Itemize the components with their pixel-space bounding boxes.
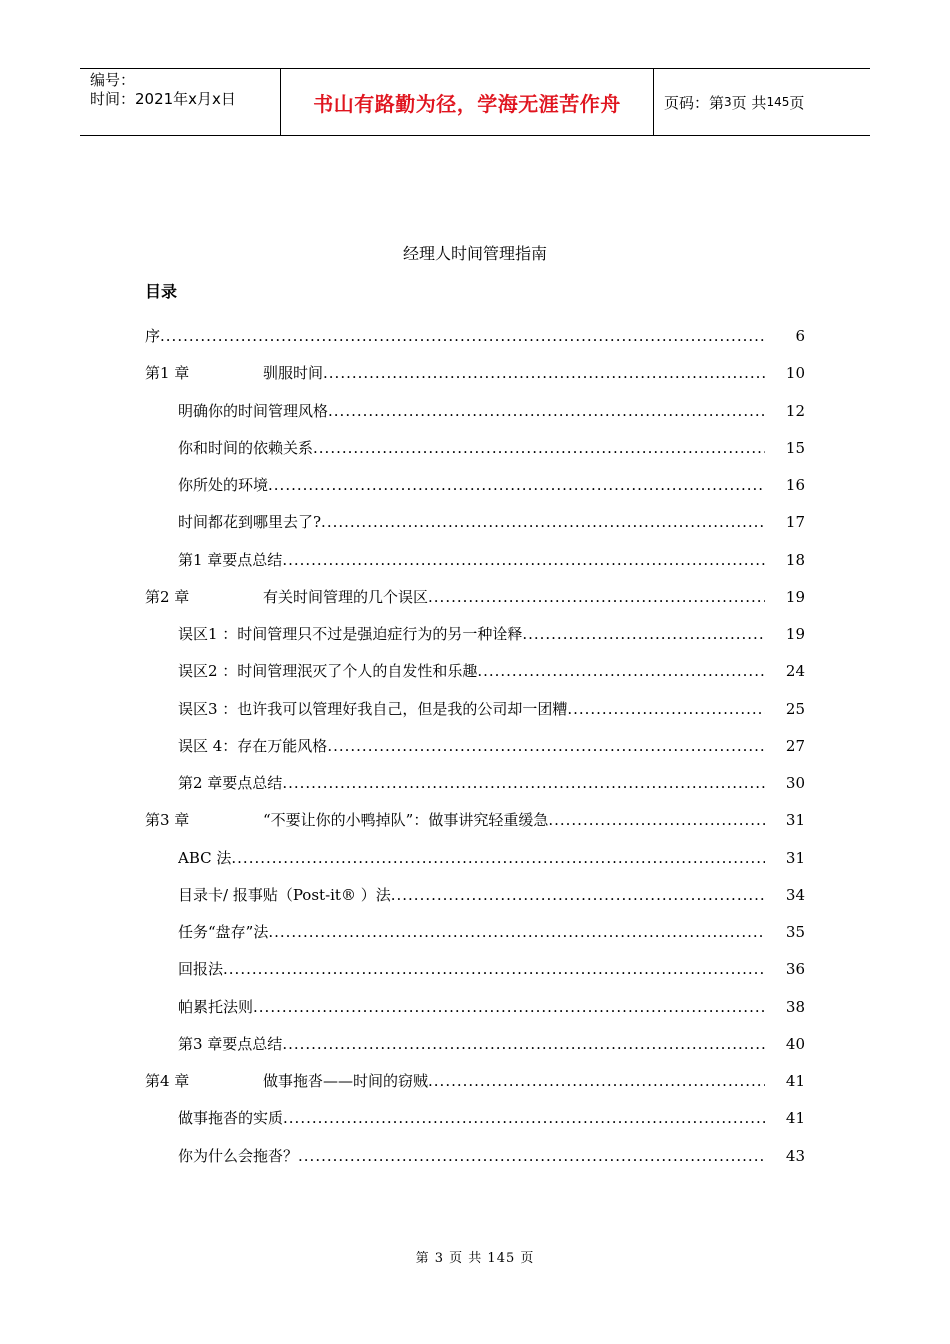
toc-page-number: 12 — [785, 401, 805, 420]
toc-entry-line — [178, 884, 765, 906]
page-label-mid: 页 共 — [731, 93, 767, 112]
toc-entry[interactable] — [145, 511, 810, 548]
toc-dot-leader — [477, 660, 765, 682]
toc-entry-line — [145, 586, 765, 608]
toc-entry-title: 第1 章要点总结 — [178, 550, 283, 569]
toc-page-number: 40 — [785, 1034, 805, 1053]
toc-entry-title: 有关时间管理的几个误区 — [263, 587, 429, 606]
toc-dot-leader — [231, 847, 765, 869]
page-header — [80, 68, 870, 136]
toc-page-number: 10 — [785, 364, 805, 383]
toc-entry-title: 做事拖沓的实质 — [178, 1109, 284, 1128]
toc-entry[interactable] — [145, 1033, 810, 1070]
toc-entry-line — [178, 437, 765, 459]
toc-chapter-number: 第4 章 — [145, 1072, 190, 1090]
toc-page-number: 31 — [785, 811, 805, 830]
toc-dot-leader — [321, 511, 765, 533]
header-page-info — [654, 69, 870, 135]
toc-entry[interactable] — [145, 921, 810, 958]
toc-entry-title: 误区1 ：时间管理只不过是强迫症行为的另一种诠释 — [178, 625, 523, 643]
toc-page-number: 19 — [785, 625, 805, 643]
toc-entry[interactable] — [145, 325, 810, 362]
toc-dot-leader — [323, 362, 765, 384]
toc-dot-leader — [282, 549, 765, 571]
toc-entry-line — [145, 1070, 765, 1092]
toc-entry-line — [178, 921, 765, 943]
toc-heading: 目录 — [145, 282, 178, 301]
header-slogan: 书山有路勤为径，学海无涯苦作舟 — [281, 69, 654, 135]
table-of-contents — [145, 325, 810, 1182]
toc-entry[interactable] — [145, 623, 810, 660]
toc-dot-leader — [268, 474, 765, 496]
time-label: 时间：2021年x月x日 — [90, 90, 236, 108]
toc-entry-title: 第3 章要点总结 — [178, 1034, 283, 1053]
toc-entry-title: 目录卡/ 报事贴（Post-it® ）法 — [178, 885, 391, 904]
toc-entry[interactable] — [145, 586, 810, 623]
toc-page-number: 6 — [795, 327, 805, 345]
toc-entry-title: 误区3 ：也许我可以管理好我自己，但是我的公司却一团糟 — [178, 699, 568, 718]
toc-dot-leader — [223, 958, 765, 980]
toc-entry-title: 你所处的环境 — [178, 476, 269, 494]
toc-dot-leader — [298, 1145, 765, 1167]
toc-entry[interactable] — [145, 1145, 810, 1182]
toc-dot-leader — [391, 884, 765, 906]
toc-chapter-number: 第1 章 — [145, 364, 190, 383]
toc-dot-leader — [548, 809, 765, 831]
toc-entry[interactable] — [145, 847, 810, 884]
toc-entry-line — [178, 698, 765, 720]
toc-chapter-number: 第2 章 — [145, 587, 190, 606]
toc-dot-leader — [522, 623, 765, 645]
toc-page-number: 24 — [785, 662, 805, 681]
toc-page-number: 15 — [785, 438, 805, 457]
toc-dot-leader — [567, 698, 765, 720]
toc-entry[interactable] — [145, 996, 810, 1033]
toc-entry-line — [178, 996, 765, 1018]
header-meta — [80, 69, 281, 135]
toc-page-number: 36 — [785, 960, 805, 979]
document-title: 经理人时间管理指南 — [402, 244, 547, 263]
toc-dot-leader — [282, 1033, 765, 1055]
toc-entry[interactable] — [145, 1107, 810, 1144]
toc-entry-title: 明确你的时间管理风格 — [178, 401, 329, 420]
toc-entry[interactable] — [145, 1070, 810, 1107]
toc-entry[interactable] — [145, 698, 810, 735]
toc-page-number: 41 — [785, 1109, 805, 1128]
toc-entry[interactable] — [145, 437, 810, 474]
toc-page-number: 43 — [785, 1146, 805, 1165]
toc-entry-title: ABC 法 — [178, 848, 232, 867]
toc-entry-title: 误区2 ：时间管理泯灭了个人的自发性和乐趣 — [178, 662, 478, 681]
toc-dot-leader — [160, 325, 765, 347]
toc-page-number: 34 — [785, 885, 805, 904]
toc-entry-line — [178, 1033, 765, 1055]
toc-entry-line — [145, 325, 765, 347]
toc-entry-title: 帕累托法则 — [178, 997, 254, 1016]
toc-entry-line — [178, 623, 765, 645]
toc-page-number: 16 — [785, 476, 805, 494]
toc-entry-line — [178, 1145, 765, 1167]
page-current: 3 — [724, 95, 732, 109]
number-label: 编号： — [90, 71, 136, 89]
toc-page-number: 38 — [785, 997, 805, 1016]
toc-entry-line — [145, 809, 765, 831]
toc-dot-leader — [253, 996, 765, 1018]
toc-entry-line — [178, 958, 765, 980]
toc-entry[interactable] — [145, 884, 810, 921]
toc-entry[interactable] — [145, 772, 810, 809]
toc-entry-title: 你和时间的依赖关系 — [178, 438, 314, 457]
toc-page-number: 18 — [785, 550, 805, 569]
toc-entry-line — [178, 511, 765, 533]
toc-entry-title: 回报法 — [178, 960, 224, 979]
toc-entry-line — [178, 660, 765, 682]
toc-page-number: 41 — [785, 1072, 805, 1090]
page-label-suffix: 页 — [789, 93, 805, 112]
toc-entry-title: 做事拖沓——时间的窃贼 — [263, 1072, 429, 1090]
toc-entry-title: 误区 4：存在万能风格 — [178, 736, 328, 755]
toc-entry-title: 任务“盘存”法 — [178, 923, 269, 941]
toc-entry-line — [178, 549, 765, 571]
toc-page-number: 31 — [785, 848, 805, 867]
toc-entry-title: 驯服时间 — [263, 364, 324, 383]
page-footer: 第 3 页 共 145 页 — [415, 1251, 535, 1266]
toc-entry-line — [178, 400, 765, 422]
toc-entry-line — [178, 772, 765, 794]
toc-dot-leader — [328, 400, 765, 422]
toc-entry-line — [145, 362, 765, 384]
toc-page-number: 25 — [785, 699, 805, 718]
toc-entry-title: 序 — [145, 327, 161, 345]
toc-page-number: 35 — [785, 923, 805, 941]
toc-entry[interactable] — [145, 660, 810, 697]
toc-entry-line — [178, 735, 765, 757]
toc-entry-title: 时间都花到哪里去了? — [178, 513, 322, 532]
toc-entry-title: “不要让你的小鸭掉队”：做事讲究轻重缓急 — [263, 811, 549, 830]
toc-entry[interactable] — [145, 735, 810, 772]
toc-page-number: 27 — [785, 736, 805, 755]
toc-page-number: 17 — [785, 513, 805, 532]
toc-dot-leader — [313, 437, 765, 459]
toc-dot-leader — [428, 1070, 765, 1092]
toc-entry-line — [178, 847, 765, 869]
toc-entry[interactable] — [145, 549, 810, 586]
toc-dot-leader — [283, 1107, 765, 1129]
toc-entry[interactable] — [145, 400, 810, 437]
toc-dot-leader — [428, 586, 765, 608]
toc-page-number: 19 — [785, 587, 805, 606]
toc-entry[interactable] — [145, 474, 810, 511]
toc-entry-line — [178, 1107, 765, 1129]
page-total: 145 — [766, 95, 790, 109]
toc-dot-leader — [282, 772, 765, 794]
toc-entry[interactable] — [145, 958, 810, 995]
toc-entry[interactable] — [145, 362, 810, 399]
toc-entry-title: 你为什么会拖沓？ — [178, 1146, 299, 1165]
toc-dot-leader — [268, 921, 765, 943]
toc-dot-leader — [327, 735, 765, 757]
toc-entry-title: 第2 章要点总结 — [178, 774, 283, 792]
toc-page-number: 30 — [785, 774, 805, 792]
toc-entry[interactable] — [145, 809, 810, 846]
toc-entry-line — [178, 474, 765, 496]
page-label-prefix: 页码：第 — [664, 93, 725, 112]
toc-chapter-number: 第3 章 — [145, 811, 190, 830]
